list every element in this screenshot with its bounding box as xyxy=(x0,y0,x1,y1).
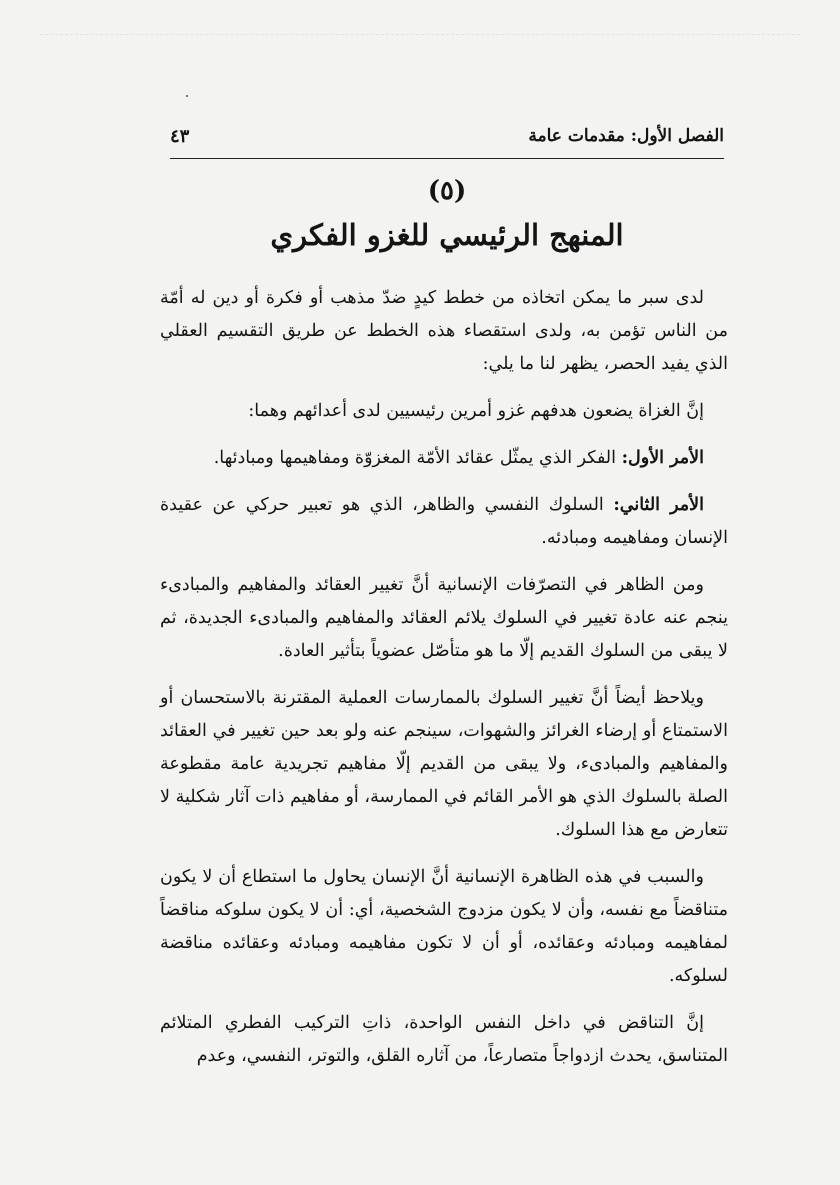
paragraph: إنَّ الغزاة يضعون هدفهم غزو أمرين رئيسيين لدى أعدائهم وهما: xyxy=(248,401,704,421)
running-header xyxy=(170,126,724,154)
paragraph: والسبب في هذه الظاهرة الإنسانية أنَّ الإنسان يحاول ما استطاع أن لا يكون متناقضاً مع نفسه، وأن لا يكون مزدوج الشخصية، أي: أن لا يكون سلوكه مناقضاً لمفاهيمه ومبادئه وعقائده، أو أن لا تكون مفاهيمه ومبادئه وعقائده مناقضة لسلوكه. xyxy=(160,867,728,986)
paragraph: لدى سبر ما يمكن اتخاذه من خطط كيدٍ ضدّ مذهب أو فكرة أو دين له أمّة من الناس تؤمن به، ولدى استقصاء هذه الخطط عن طريق التقسيم العقلي الذي يفيد الحصر، يظهر لنا ما يلي: xyxy=(160,288,728,374)
chapter-title: الفصل الأول: مقدمات عامة xyxy=(528,126,724,146)
section-title: المنهج الرئيسي للغزو الفكري xyxy=(270,218,624,252)
header-rule xyxy=(170,158,724,159)
paragraph-label: الأمر الثاني: xyxy=(613,495,704,515)
paragraph: ويلاحظ أيضاً أنَّ تغيير السلوك بالممارسات العملية المقترنة بالاستحسان أو الاستمتاع أو إرضاء الغرائز والشهوات، سينجم عنه ولو بعد حين تغيير في العقائد والمفاهيم والمبادىء، ولا يبقى من القديم إلّا مفاهيم تجريدية عامة مقطوعة الصلة بالسلوك الذي هو الأمر القائم في الممارسة، أو مفاهيم ذات آثار شكلية لا تتعارض مع هذا السلوك. xyxy=(160,688,728,840)
scan-speck xyxy=(186,95,188,97)
paragraph xyxy=(160,442,728,475)
paragraph-text: الفكر الذي يمثّل عقائد الأمّة المغزوّة ومفاهيمها ومبادئها. xyxy=(213,448,622,468)
scan-edge xyxy=(40,34,800,36)
paragraph-text: السلوك النفسي والظاهر، الذي هو تعبير حركي عن عقيدة الإنسان ومفاهيمه ومبادئه. xyxy=(160,495,728,548)
section-number: (٥) xyxy=(427,176,467,206)
body-text xyxy=(160,282,728,1087)
paragraph: إنَّ التناقض في داخل النفس الواحدة، ذاتِ التركيب الفطري المتلائم المتناسق، يحدث ازدواجاً متصارعاً، من آثاره القلق، والتوتر، النفسي، وعدم xyxy=(160,1013,728,1066)
paragraph-label: الأمر الأول: xyxy=(621,448,704,468)
paragraph xyxy=(160,489,728,555)
paragraph: ومن الظاهر في التصرّفات الإنسانية أنَّ تغيير العقائد والمفاهيم والمبادىء ينجم عنه عادة تغيير في السلوك يلائم العقائد والمفاهيم والمبادىء الجديدة، ثم لا يبقى من السلوك القديم إلّا ما هو متأصّل عضوياً بتأثير العادة. xyxy=(160,575,728,661)
page-number: ٤٣ xyxy=(170,126,190,147)
